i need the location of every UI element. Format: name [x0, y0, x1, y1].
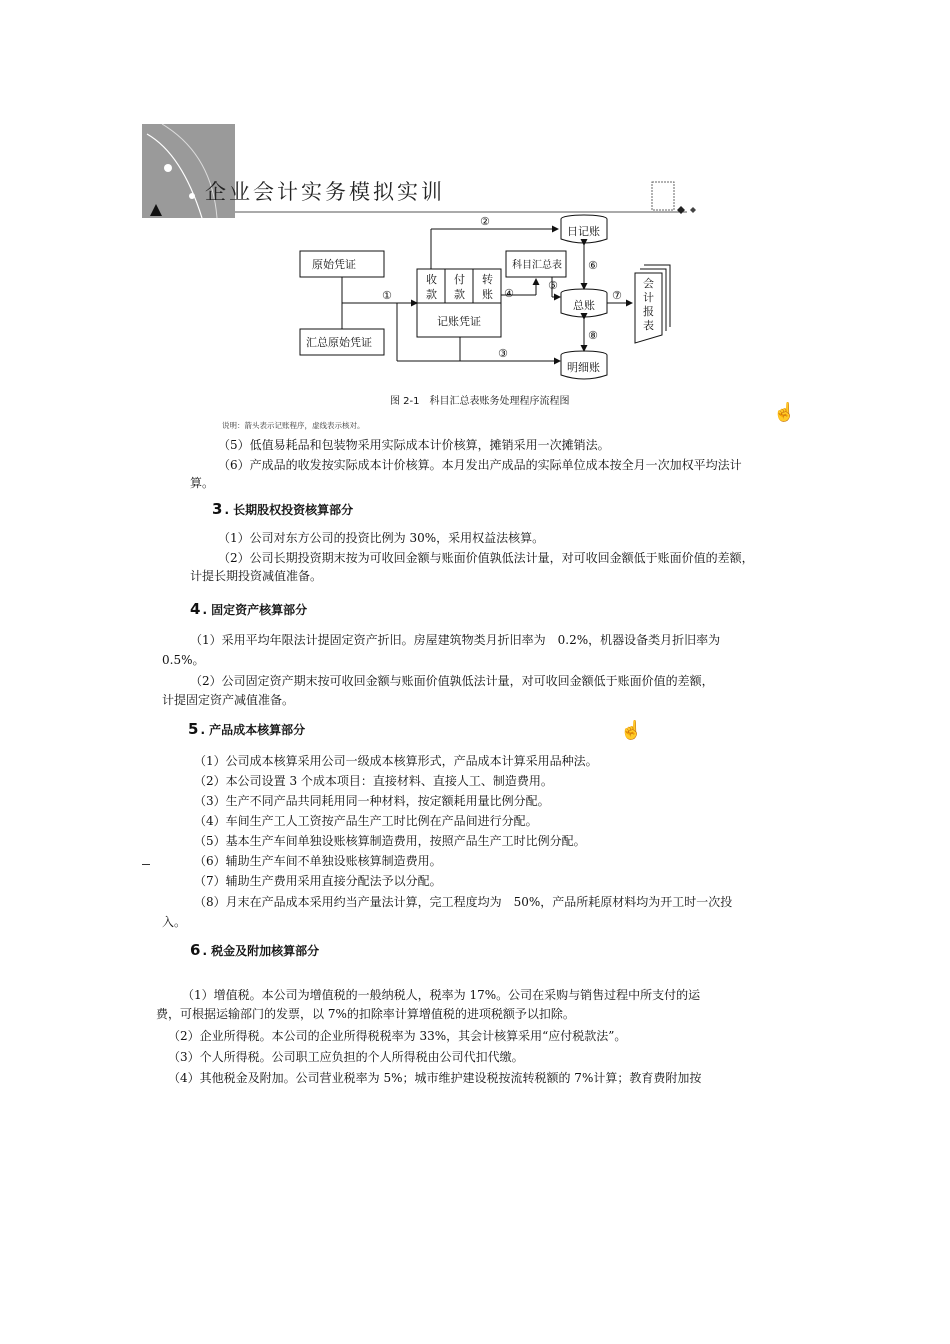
section-3-heading: 3 . 长期股权投资核算部分 — [212, 500, 354, 518]
marker-6: ⑥ — [588, 259, 598, 272]
section-4-item-1: （1）采用平均年限法计提固定资产折旧。房屋建筑物类月折旧率为 0.2%，机器设备类月折旧率为 — [190, 633, 721, 647]
section-4-item-1-cont: 0.5%。 — [162, 653, 205, 667]
paragraph-6: （6）产成品的收发按实际成本计价核算。本月发出产成品的实际单位成本按全月一次加权平均法计 — [218, 458, 742, 472]
section-3-item-2: （2）公司长期投资期末按为可收回金额与账面价值孰低法计量，对可收回金额低于账面价值的差额， — [218, 551, 754, 565]
section-3-item-1: （1）公司对东方公司的投资比例为 30%，采用权益法核算。 — [218, 531, 545, 545]
label-payment-1: 付 — [454, 273, 465, 286]
section-3-item-2-cont: 计提长期投资减值准备。 — [190, 569, 323, 583]
section-5-item-7: （7）辅助生产费用采用直接分配法予以分配。 — [194, 874, 442, 888]
marker-1: ① — [382, 289, 392, 302]
section-5-item-3: （3）生产不同产品共同耗用同一种材料，按定额耗用量比例分配。 — [194, 794, 550, 808]
marker-5: ⑤ — [548, 279, 558, 292]
label-receipt-1: 收 — [426, 273, 437, 286]
label-summary-voucher: 汇总原始凭证 — [306, 336, 372, 349]
dot-icon — [164, 164, 172, 172]
marker-2: ② — [480, 215, 490, 228]
section-6-item-1-cont: 费，可根据运输部门的发票，以 7%的扣除率计算增值税的进项税额予以扣除。 — [156, 1007, 575, 1021]
label-transfer-2: 账 — [482, 288, 493, 301]
section-6-item-4: （4）其他税金及附加。公司营业税率为 5%；城市维护建设税按流转税额的 7%计算；教育费附加按 — [168, 1071, 702, 1085]
section-5-heading: 5 . 产品成本核算部分 — [188, 720, 306, 738]
paragraph-5: （5）低值易耗品和包装物采用实际成本计价核算，摊销采用一次摊销法。 — [218, 438, 610, 452]
label-transfer-1: 转 — [482, 273, 493, 286]
label-subsidiary-ledger: 明细账 — [567, 361, 600, 374]
label-report-2: 计 — [643, 291, 654, 304]
hand-cursor-icon: ☝ — [773, 402, 796, 423]
marker-4: ④ — [504, 287, 514, 300]
label-original-voucher: 原始凭证 — [312, 258, 356, 271]
label-general-ledger: 总账 — [573, 299, 595, 312]
section-5-item-2: （2）本公司设置 3 个成本项目：直接材料、直接人工、制造费用。 — [194, 774, 553, 788]
section-5-item-8-cont: 入。 — [162, 915, 187, 929]
section-4-item-2: （2）公司固定资产期末按可收回金额与账面价值孰低法计量，对可收回金额低于账面价值的差额， — [190, 674, 714, 688]
section-5-item-4: （4）车间生产工人工资按产品生产工时比例在产品间进行分配。 — [194, 814, 538, 828]
section-6-item-2: （2）企业所得税。本公司的企业所得税税率为 33%，其会计核算采用“应付税款法”。 — [168, 1029, 627, 1043]
label-account-summary: 科目汇总表 — [512, 260, 562, 271]
label-report-1: 会 — [643, 277, 654, 290]
paragraph-6-cont: 算。 — [190, 476, 215, 490]
marker-3: ③ — [498, 347, 508, 360]
label-report-3: 报 — [643, 305, 654, 318]
section-5-item-6: （6）辅助生产车间不单独设账核算制造费用。 — [194, 854, 442, 868]
header-title: 企业会计实务模拟实训 — [205, 180, 445, 204]
section-6-heading: 6 . 税金及附加核算部分 — [190, 941, 320, 959]
section-5-item-8: （8）月末在产品成本采用约当产量法计算，完工程度均为 50%，产品所耗原材料均为开工时一次投 — [194, 895, 733, 909]
section-4-item-2-cont: 计提固定资产减值准备。 — [162, 693, 295, 707]
label-payment-2: 款 — [454, 288, 465, 301]
label-cash-journal: 日记账 — [567, 225, 600, 238]
label-report-4: 表 — [643, 319, 654, 332]
label-bookkeeping-voucher: 记账凭证 — [437, 315, 481, 328]
figure-caption: 图 2-1 科目汇总表账务处理程序流程图 — [390, 396, 570, 407]
section-6-item-3: （3）个人所得税。公司职工应负担的个人所得税由公司代扣代缴。 — [168, 1050, 524, 1064]
section-4-heading: 4 . 固定资产核算部分 — [190, 600, 308, 618]
marker-8: ⑧ — [588, 329, 598, 342]
section-5-item-1: （1）公司成本核算采用公司一级成本核算形式，产品成本计算采用品种法。 — [194, 754, 598, 768]
margin-mark — [142, 864, 150, 865]
section-6-item-1: （1）增值税。本公司为增值税的一般纳税人，税率为 17%。公司在采购与销售过程中所支付的运 — [182, 988, 701, 1002]
hand-cursor-icon: ☝ — [620, 720, 643, 741]
label-receipt-2: 款 — [426, 288, 437, 301]
section-5-item-5: （5）基本生产车间单独设账核算制造费用，按照产品生产工时比例分配。 — [194, 834, 586, 848]
figure-note: 说明：箭头表示记账程序，虚线表示核对。 — [222, 421, 365, 430]
flowchart-diagram — [290, 205, 690, 390]
marker-7: ⑦ — [612, 289, 622, 302]
